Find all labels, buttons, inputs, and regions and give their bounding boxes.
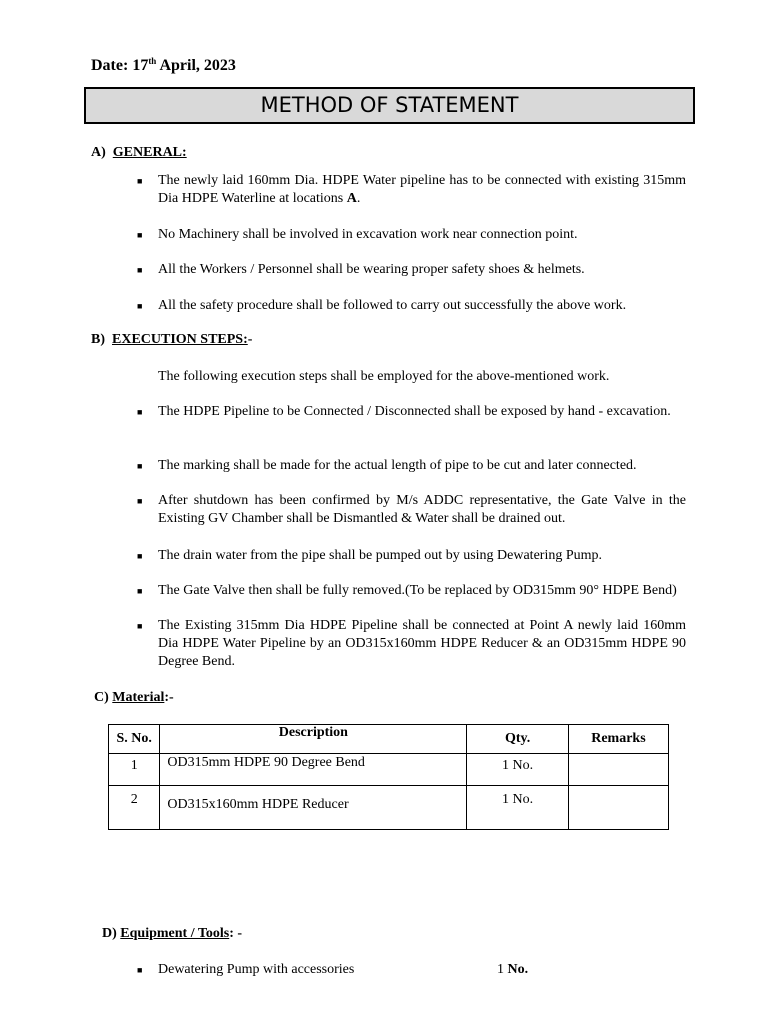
execution-intro: The following execution steps shall be employed for the above-mentioned work. bbox=[158, 369, 610, 384]
material-table bbox=[108, 724, 669, 830]
header-description: Description bbox=[160, 725, 467, 754]
execution-step-4: The drain water from the pipe shall be pumped out by using Dewatering Pump. bbox=[158, 548, 603, 563]
bullet-icon: ■ bbox=[137, 586, 143, 596]
execution-step-3: After shutdown has been confirmed by M/s ADDC representative, the Gate Valve in the Existing GV Chamber shall be Dismantled & Water shall be drained out. bbox=[158, 493, 686, 526]
equipment-item-qty: 1 No. bbox=[497, 962, 529, 977]
general-item-1: The newly laid 160mm Dia. HDPE Water pipeline has to be connected with existing 315mm Dia HDPE Waterline at locations A. bbox=[158, 173, 686, 206]
table-row bbox=[109, 754, 669, 786]
bullet-icon: ■ bbox=[137, 965, 143, 975]
header-qty: Qty. bbox=[467, 725, 569, 754]
table-row bbox=[109, 786, 669, 830]
general-item-4: All the safety procedure shall be followed to carry out successfully the above work. bbox=[158, 298, 627, 313]
section-c-heading: C) Material:- bbox=[94, 690, 174, 705]
bullet-icon: ■ bbox=[137, 496, 143, 506]
cell-remarks bbox=[568, 786, 668, 830]
bullet-icon: ■ bbox=[137, 176, 143, 186]
general-item-2: No Machinery shall be involved in excavation work near connection point. bbox=[158, 227, 578, 242]
bullet-icon: ■ bbox=[137, 301, 143, 311]
header-remarks: Remarks bbox=[568, 725, 668, 754]
bullet-icon: ■ bbox=[137, 407, 143, 417]
equipment-item-name: Dewatering Pump with accessories bbox=[158, 962, 355, 977]
bullet-icon: ■ bbox=[137, 265, 143, 275]
section-b-heading: B) EXECUTION STEPS:- bbox=[91, 332, 253, 347]
cell-qty: 1 No. bbox=[467, 786, 569, 830]
execution-step-5: The Gate Valve then shall be fully removed.(To be replaced by OD315mm 90° HDPE Bend) bbox=[158, 583, 677, 598]
bullet-icon: ■ bbox=[137, 461, 143, 471]
cell-sno: 1 bbox=[109, 754, 160, 786]
execution-step-2: The marking shall be made for the actual length of pipe to be cut and later connected. bbox=[158, 458, 637, 473]
cell-sno: 2 bbox=[109, 786, 160, 830]
general-item-3: All the Workers / Personnel shall be wearing proper safety shoes & helmets. bbox=[158, 262, 585, 277]
execution-step-6: The Existing 315mm Dia HDPE Pipeline shall be connected at Point A newly laid 160mm Dia HDPE Water Pipeline by an OD315x160mm HDPE Reducer & an OD315mm HDPE 90 Degree Bend. bbox=[158, 618, 686, 669]
section-d-heading: D) Equipment / Tools: - bbox=[102, 926, 243, 941]
section-a-heading: A) GENERAL: bbox=[91, 145, 187, 160]
cell-remarks bbox=[568, 754, 668, 786]
bullet-icon: ■ bbox=[137, 230, 143, 240]
table-header-row bbox=[109, 725, 669, 754]
document-date: Date: 17th April, 2023 bbox=[91, 56, 236, 74]
document-title: METHOD OF STATEMENT bbox=[84, 87, 695, 124]
header-sno: S. No. bbox=[109, 725, 160, 754]
execution-step-1: The HDPE Pipeline to be Connected / Disconnected shall be exposed by hand - excavation. bbox=[158, 404, 671, 419]
bullet-icon: ■ bbox=[137, 551, 143, 561]
cell-qty: 1 No. bbox=[467, 754, 569, 786]
bullet-icon: ■ bbox=[137, 621, 143, 631]
cell-description: OD315mm HDPE 90 Degree Bend bbox=[160, 754, 467, 786]
cell-description: OD315x160mm HDPE Reducer bbox=[160, 786, 467, 830]
